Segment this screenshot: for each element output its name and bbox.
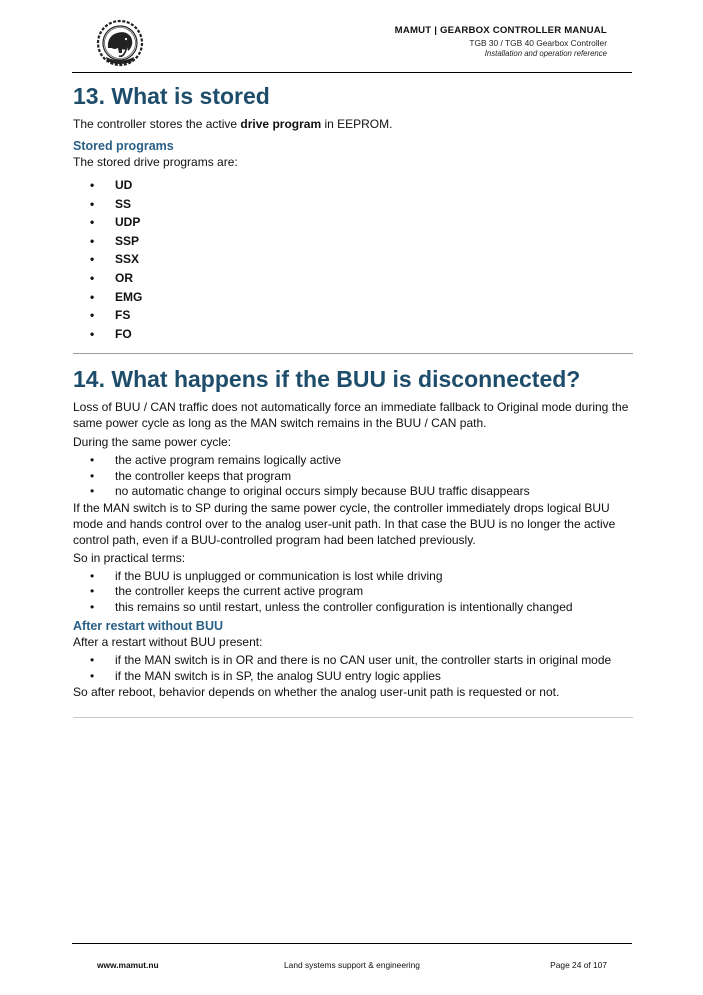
- footer-page-number: Page 24 of 107: [550, 960, 607, 970]
- section-14-para-2: During the same power cycle:: [73, 435, 232, 450]
- list-item: • no automatic change to original occurs simply because BUU traffic disappears: [73, 484, 633, 500]
- list-item: • EMG: [73, 288, 633, 307]
- stored-programs-subheading: Stored programs: [73, 139, 174, 153]
- list-item: • if the MAN switch is in SP, the analog SUU entry logic applies: [73, 669, 633, 685]
- footer-website: www.mamut.nu: [97, 960, 159, 970]
- section-14-para-4: So in practical terms:: [73, 550, 186, 565]
- list-item: • FO: [73, 325, 633, 344]
- list-item: • the controller keeps the current active program: [73, 584, 633, 600]
- after-restart-subheading: After restart without BUU: [73, 619, 224, 634]
- list-item: • FS: [73, 306, 633, 325]
- list-item: • if the MAN switch is in OR and there is no CAN user unit, the controller starts in original mode: [73, 653, 633, 669]
- list-item: • the active program remains logically active: [73, 453, 633, 469]
- after-restart-list: [73, 653, 633, 684]
- list-item: • the controller keeps that program: [73, 469, 633, 485]
- section-14-para-1: Loss of BUU / CAN traffic does not automatically force an immediate fallback to Original mode during the same power cycle as long as the MAN switch remains in the BUU / CAN path.: [73, 400, 629, 431]
- list-item: • SSP: [73, 232, 633, 251]
- list-item: • SS: [73, 195, 633, 214]
- same-cycle-list: [73, 453, 633, 500]
- manual-reference: Installation and operation reference: [484, 49, 607, 58]
- stored-programs-list: [73, 176, 633, 343]
- manual-title: MAMUT | GEARBOX CONTROLLER MANUAL: [394, 25, 607, 36]
- intro-bold: drive program: [240, 117, 322, 131]
- page-content: [73, 82, 633, 718]
- list-item: • UD: [73, 176, 633, 195]
- section-13-intro: [73, 116, 633, 132]
- intro-text-end: in EEPROM.: [321, 117, 393, 131]
- manual-subtitle: TGB 30 / TGB 40 Gearbox Controller: [469, 38, 607, 48]
- header-text: [395, 25, 607, 58]
- list-item: • this remains so until restart, unless the controller configuration is intentionally changed: [73, 600, 633, 616]
- practical-terms-list: [73, 569, 633, 616]
- section-14-para-6: So after reboot, behavior depends on whether the analog user-unit path is requested or not.: [73, 685, 560, 700]
- footer-tagline: Land systems support & engineering: [284, 960, 420, 970]
- section-divider: [73, 353, 633, 354]
- stored-programs-lead: The stored drive programs are:: [73, 155, 238, 169]
- header-rule: [72, 72, 632, 73]
- section-13-heading: 13. What is stored: [73, 83, 270, 109]
- list-item: • SSX: [73, 250, 633, 269]
- intro-text: The controller stores the active: [73, 117, 241, 131]
- section-14-para-3: If the MAN switch is to SP during the same power cycle, the controller immediately drops logical BUU mode and hands control over to the analog user-unit path. In that case the BUU is no longer the active control path, even if a BUU-controlled program had been latched previously.: [73, 500, 616, 547]
- list-item: • UDP: [73, 213, 633, 232]
- list-item: • if the BUU is unplugged or communication is lost while driving: [73, 569, 633, 585]
- footer-rule: [72, 943, 632, 944]
- list-item: • OR: [73, 269, 633, 288]
- mamut-logo-icon: [95, 18, 145, 68]
- section-end-divider: [73, 717, 633, 718]
- page-header: [72, 14, 632, 72]
- section-14-heading: 14. What happens if the BUU is disconnected?: [73, 366, 581, 393]
- section-14-para-5: After a restart without BUU present:: [73, 635, 263, 650]
